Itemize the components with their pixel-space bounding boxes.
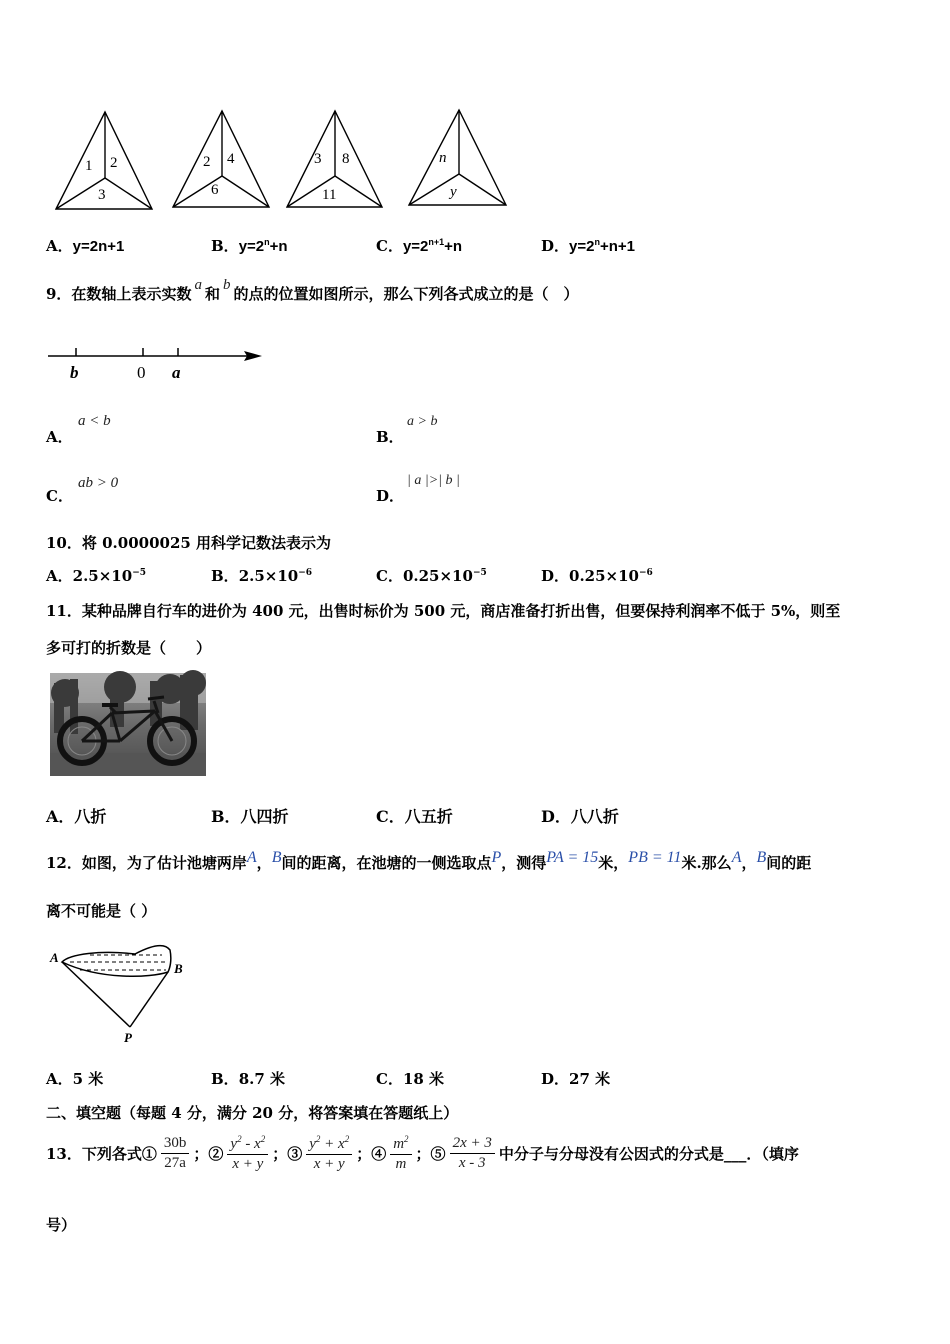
q11-option-c[interactable]: C．八五折 <box>376 807 453 826</box>
pond-label-a: A <box>50 950 59 965</box>
q9-option-b-expr: a > b <box>407 414 438 429</box>
axis-label-zero: 0 <box>137 363 146 382</box>
q12-option-b[interactable]: B．8.7 米 <box>211 1070 286 1088</box>
q10-option-a[interactable]: A．$2.5\times 10^{-5}$ <box>46 567 146 585</box>
axis-label-b: b <box>70 363 79 382</box>
tri3-right: 8 <box>342 151 350 167</box>
q13-stem-line2: 号） <box>46 1216 77 1234</box>
q11-stem-line1: 11．某种品牌自行车的进价为 400 元，出售时标价为 500 元，商店准备打折出售，但要保持利润率不低于 5%，则至 <box>46 602 841 620</box>
tri2-right: 4 <box>227 151 235 167</box>
fraction-4: $\frac{m^2}{m}$ <box>390 1134 411 1173</box>
q8-option-b[interactable]: B．$y=2^n+n$ <box>211 237 288 255</box>
q9-option-c[interactable]: C． <box>46 487 73 505</box>
q10-option-d[interactable]: D．$0.25\times 10^{-6}$ <box>541 567 653 585</box>
tri2-left: 2 <box>203 154 211 170</box>
fraction-3: $\frac{y^2 + x^2}{x + y}$ <box>306 1134 352 1173</box>
q9-option-b[interactable]: B． <box>376 428 404 446</box>
q8-option-a[interactable]: A．y=2n+1 <box>46 237 125 255</box>
tri4-left: n <box>439 150 447 166</box>
axis-label-a: a <box>172 363 181 382</box>
bicycle-photo <box>50 673 206 776</box>
fraction-2: $\frac{y^2 - x^2}{x + y}$ <box>227 1134 268 1173</box>
q12-stem-line2: 离不可能是（ ） <box>46 902 157 920</box>
q8-triangles-figure <box>0 0 950 230</box>
tri1-bottom: 3 <box>98 187 106 203</box>
pond-label-b: B <box>174 961 183 976</box>
tri1-left: 1 <box>85 158 93 174</box>
tri3-left: 3 <box>314 151 322 167</box>
q11-option-d[interactable]: D．八八折 <box>541 807 619 826</box>
q8-option-c[interactable]: C．$y=2^{n+1}+n$ <box>376 237 463 255</box>
q12-option-c[interactable]: C．18 米 <box>376 1070 445 1088</box>
number-line-figure <box>0 330 300 390</box>
pond-label-p: P <box>124 1030 132 1045</box>
q9-option-a[interactable]: A． <box>46 428 73 446</box>
pond-figure <box>40 940 200 1050</box>
q11-stem-line2: 多可打的折数是（ ） <box>46 639 212 657</box>
tri4-bottom: y <box>450 184 457 200</box>
q8-option-d[interactable]: D．$y=2^n+n+1$ <box>541 237 635 255</box>
q9-option-d-expr: | a |>| b | <box>407 473 460 488</box>
q11-option-b[interactable]: B．八四折 <box>211 807 289 826</box>
q11-option-a[interactable]: A．八折 <box>46 807 107 826</box>
q12-option-d[interactable]: D．27 米 <box>541 1070 611 1088</box>
tri2-bottom: 6 <box>211 182 219 198</box>
q12-option-a[interactable]: A．5 米 <box>46 1070 104 1088</box>
fraction-5: $\frac{2x + 3}{x - 3}$ <box>450 1135 495 1172</box>
q10-option-c[interactable]: C．$0.25\times 10^{-5}$ <box>376 567 487 585</box>
q10-option-b[interactable]: B．$2.5\times 10^{-6}$ <box>211 567 313 585</box>
q9-stem: 9．在数轴上表示实数 a 和 b 的点的位置如图所示，那么下列各式成立的是（ ） <box>46 277 579 303</box>
section-title: 二、填空题（每题 4 分，满分 20 分，将答案填在答题纸上） <box>46 1104 459 1122</box>
fraction-1: $\frac{30b}{27a}$ <box>161 1135 190 1172</box>
q9-option-d[interactable]: D． <box>376 487 405 505</box>
q9-option-a-expr: a < b <box>78 413 111 429</box>
q9-option-c-expr: ab > 0 <box>78 475 119 491</box>
q12-stem-line1: 12．如图，为了估计池塘两岸A，B间的距离，在池塘的一侧选取点P，测得PA = 15米，PB = 11米.那么A，B间的距 <box>46 849 812 872</box>
tri1-right: 2 <box>110 155 118 171</box>
q10-stem: 10．将 0.0000025 用科学记数法表示为 <box>46 534 332 552</box>
q13-stem: 13．下列各式① $\frac{30b}{27a}$ ；② $\frac{y^2 - x^2}{x + y}$ ；③ $\frac{y^2 + x^2}{x + y}$ ；④ $\frac{m^2}{m}$ ；⑤ $\frac{2x + 3}{x - 3}$ 中分子与分母没有公因式的分式是___．（填序 <box>46 1134 799 1172</box>
tri3-bottom: 11 <box>322 187 337 203</box>
